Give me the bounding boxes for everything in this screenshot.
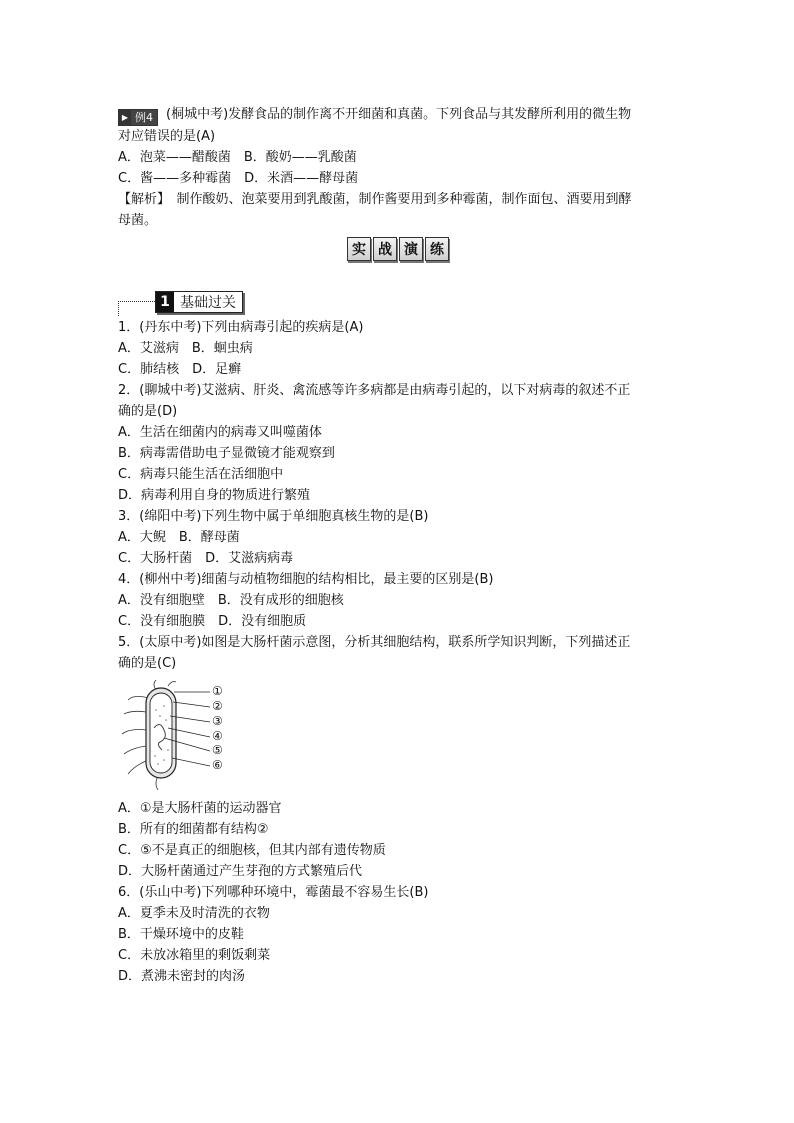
question-option: A．没有细胞壁 B．没有成形的细胞核 xyxy=(118,593,344,608)
page-content xyxy=(118,104,678,987)
example-badge-label: 例4 xyxy=(131,110,157,125)
question-option: A．艾滋病 B．蛔虫病 xyxy=(118,341,253,356)
question-option: B．所有的细菌都有结构② xyxy=(118,822,269,837)
example-question-text: (桐城中考)发酵食品的制作离不开细菌和真菌。下列食品与其发酵所利用的微生物 xyxy=(166,107,632,122)
example-option: C．酱——多种霉菌 D．米酒——酵母菌 xyxy=(118,171,359,186)
banner-char: 战 xyxy=(373,237,397,261)
question-option: C．肺结核 D．足癣 xyxy=(118,362,242,377)
question-option: A．生活在细菌内的病毒又叫噬菌体 xyxy=(118,425,322,440)
question-text: 3．(绵阳中考)下列生物中属于单细胞真核生物的是(B) xyxy=(118,509,429,524)
question-option: B．干燥环境中的皮鞋 xyxy=(118,927,244,942)
dotted-bracket xyxy=(118,301,155,316)
section-number: 1 xyxy=(156,292,174,312)
diagram-label-4: ④ xyxy=(212,729,223,743)
question-text: 5．(太原中考)如图是大肠杆菌示意图，分析其细胞结构，联系所学知识判断，下列描述正 xyxy=(118,635,631,650)
question-option: C．没有细胞膜 D．没有细胞质 xyxy=(118,614,307,629)
question-option: C．大肠杆菌 D．艾滋病病毒 xyxy=(118,551,294,566)
question-option: C．⑤不是真正的细胞核，但其内部有遗传物质 xyxy=(118,843,386,858)
example-analysis-line2: 母菌。 xyxy=(118,213,158,228)
banner-char: 练 xyxy=(425,237,449,261)
practice-banner xyxy=(118,237,678,261)
question-option: C．未放冰箱里的剩饭剩菜 xyxy=(118,948,271,963)
example-question-line2: 对应错误的是(A) xyxy=(118,129,216,144)
banner-char: 实 xyxy=(347,237,371,261)
question-text: 2．(聊城中考)艾滋病、肝炎、禽流感等许多病都是由病毒引起的，以下对病毒的叙述不正 xyxy=(118,383,631,398)
question-option: A．①是大肠杆菌的运动器官 xyxy=(118,801,282,816)
section-tag xyxy=(155,291,243,313)
section-title: 基础过关 xyxy=(180,295,236,311)
question-text: 1．(丹东中考)下列由病毒引起的疾病是(A) xyxy=(118,320,364,335)
question-option: A．夏季未及时清洗的衣物 xyxy=(118,906,270,921)
question-text: 6．(乐山中考)下列哪种环境中，霉菌最不容易生长(B) xyxy=(118,885,429,900)
question-option: D．病毒利用自身的物质进行繁殖 xyxy=(118,488,311,503)
diagram-label-3: ③ xyxy=(212,714,223,728)
diagram-label-6: ⑥ xyxy=(212,758,223,772)
question-option: D．煮沸未密封的肉汤 xyxy=(118,969,246,984)
question-text: 确的是(D) xyxy=(118,404,178,419)
question-text: 4．(柳州中考)细菌与动植物细胞的结构相比，最主要的区别是(B) xyxy=(118,572,494,587)
diagram-label-1: ① xyxy=(212,684,223,698)
example-analysis-line1: 【解析】 制作酸奶、泡菜要用到乳酸菌，制作酱要用到多种霉菌，制作面包、酒要用到酵 xyxy=(118,192,632,207)
banner-char: 演 xyxy=(399,237,423,261)
question-text: 确的是(C) xyxy=(118,656,177,671)
e-coli-diagram xyxy=(118,680,238,790)
question-option: A．大鲵 B．酵母菌 xyxy=(118,530,240,545)
example-option: A．泡菜——醋酸菌 B．酸奶——乳酸菌 xyxy=(118,150,357,165)
section-heading xyxy=(118,291,678,317)
example-question-line1 xyxy=(118,104,678,126)
question-option: B．病毒需借助电子显微镜才能观察到 xyxy=(118,446,335,461)
question-option: C．病毒只能生活在活细胞中 xyxy=(118,467,284,482)
diagram-label-2: ② xyxy=(212,699,223,713)
play-triangle-icon: ▶ xyxy=(119,110,131,125)
question-option: D．大肠杆菌通过产生芽孢的方式繁殖后代 xyxy=(118,864,363,879)
diagram-label-5: ⑤ xyxy=(212,743,223,757)
example-badge xyxy=(118,109,158,126)
